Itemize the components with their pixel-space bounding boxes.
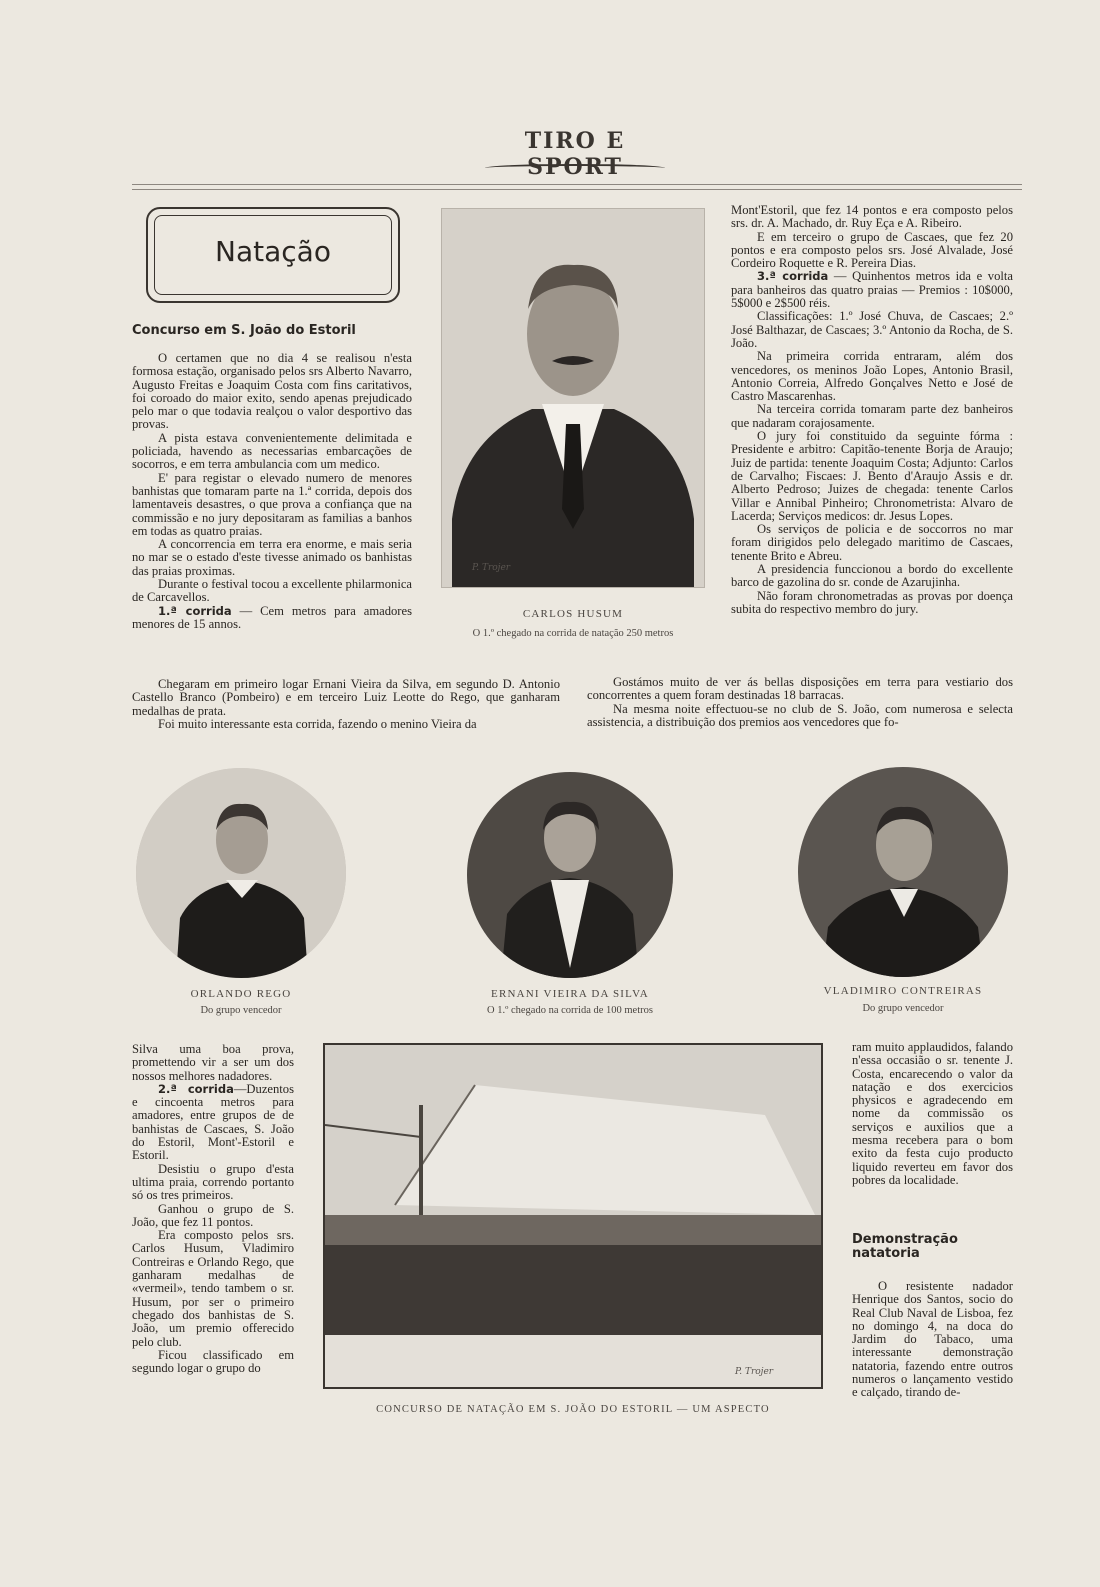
portrait-orlando-rego: [136, 768, 346, 978]
paragraph: O resistente nadador Henrique dos Santos, socio do Real Club Naval de Lisboa, fez no domingo 4, na doca do Jardim do Tabaco, uma interessante demonstração natatoria, fazendo entre outros numeros o lançamento vestido e calçado, tirando de-: [852, 1279, 1013, 1400]
paragraph: Na terceira corrida tomaram parte dez banheiros que nadaram corajosamente.: [731, 402, 1013, 430]
masthead-text: TIRO E SPORT: [524, 128, 626, 180]
paragraph: Gostámos muito de ver ás bellas disposições em terra para vestiario dos concorrentes a quem foram destinadas 18 barracas.: [587, 675, 1013, 703]
caption-subtitle: Do grupo vencedor: [862, 1003, 944, 1014]
crowd-tent-scene-icon: [325, 1045, 821, 1387]
portrait-figure-icon: [442, 209, 704, 587]
portrait-ernani-vieira: [467, 772, 673, 978]
paragraph: O jury foi constituido da seguinte fórma : Presidente e arbitro: Capitão-tenente Borja de Araujo; Juiz de partida: tenente Joaquim Costa; Adjunto: Carlos de Carvalho; Fiscaes: J. Bento d'Araujo Assis e dr. Alberto Pedroso; Juizes de chegada: tenente Carlos Villar e Annibal Pinheiro; Chronometrista: Alvaro de Lacerda; Serviços medicos: dr. Jesus Lopes.: [731, 429, 1013, 523]
paragraph: O certamen que no dia 4 se realisou n'esta formosa estação, organisado pelos srs Alberto Navarro, Augusto Freitas e Joaquim Costa com fins caritativos, foi coroado do maior exito, sendo apenas prejudicado pelo mar o que todavia realçou o valor desportivo das provas.: [132, 351, 412, 432]
caption-subtitle: O 1.º chegado na corrida de 100 metros: [487, 1005, 653, 1016]
paragraph: Os serviços de policia e de soccorros no mar foram dirigidos pelo delegado maritimo de Cascaes, tenente Brito e Abreu.: [731, 522, 1013, 563]
caption-name: ERNANI VIEIRA DA SILVA: [491, 988, 649, 1000]
page-title: Natação: [215, 235, 331, 268]
paragraph: E' para registar o elevado numero de menores banhistas que tomaram parte na 1.ª corrida, depois dos lamentaveis desastres, o que prova a confiança que na commissão e no jury depositaram as familias a banhos em todas as quatro praias.: [132, 470, 412, 538]
portrait-figure-icon: [136, 768, 346, 978]
paragraph: A pista estava convenientemente delimitada e policiada, havendo as necessarias embarcações de socorros, e em terra ambulancia com um medico.: [132, 430, 412, 472]
race-label: 2.ª corrida: [158, 1081, 234, 1096]
caption-name: ORLANDO REGO: [190, 988, 292, 1000]
paragraph: Na primeira corrida entraram, além dos vencedores, os meninos João Lopes, Antonio Brasil, Antonio Correia, Alfredo Gonçalves Netto e José de Castro Mascarenhas.: [731, 349, 1013, 404]
article-heading: Concurso em S. João do Estoril: [132, 323, 356, 338]
paragraph: Silva uma boa prova, promettendo vir a ser um dos nossos melhores nadadores.: [132, 1042, 294, 1083]
paragraph: Ficou classificado em segundo logar o grupo do: [132, 1347, 294, 1376]
article-column-bottom-right-2: [852, 1280, 1013, 1400]
paragraph: Desistiu o grupo d'esta ultima praia, correndo portanto só os tres primeiros.: [132, 1161, 294, 1203]
portrait-vladimiro-contreiras: [798, 767, 1008, 977]
race-text: —Duzentos e cincoenta metros para amadores, entre grupos de de banhistas de Cascaes, S. João do Estoril, Mont'-Estoril e Estoril.: [132, 1081, 294, 1163]
header-rule: [132, 184, 1022, 190]
paragraph: Durante o festival tocou a excellente philarmonica de Carcavellos.: [132, 577, 412, 605]
paragraph: [132, 605, 412, 632]
race-text: — Quinhentos metros ida e volta para banheiros das quatro praias — Premios : 10$000, 5$000 e 2$500 réis.: [731, 269, 1013, 311]
photographer-signature: P. Trojer: [472, 563, 511, 573]
race-text: — Cem metros para amadores menores de 15 annos.: [132, 603, 412, 631]
article-column-bottom-right: [852, 1041, 1013, 1187]
caption-name: VLADIMIRO CONTREIRAS: [823, 985, 983, 997]
paragraph: Foi muito interessante esta corrida, fazendo o menino Vieira da: [158, 716, 477, 731]
paragraph: Ganhou o grupo de S. João, que fez 11 pontos.: [132, 1201, 294, 1229]
race-label: 3.ª corrida: [757, 269, 829, 284]
masthead-scroll-ornament: [485, 164, 665, 172]
article-column-1: [132, 352, 412, 631]
event-scene-photo: [323, 1043, 823, 1389]
section-heading-demonstracao: Demonstração natatoria: [852, 1232, 958, 1261]
paragraph: A concorrencia em terra era enorme, e mais seria no mar se o estado d'este tivesse animado os banhistas das praias proximas.: [132, 537, 412, 578]
paragraph: Na mesma noite effectuou-se no club de S. João, com numerosa e selecta assistencia, a distribuição dos premios aos vencedores que fo-: [587, 701, 1013, 729]
photographer-signature: P. Trojer: [735, 1367, 774, 1377]
paragraph: A presidencia funccionou a bordo do excellente barco de gazolina do sr. conde de Azarujinha.: [731, 562, 1013, 590]
article-wide-right: [587, 676, 1013, 729]
paragraph: E em terceiro o grupo de Cascaes, que fez 20 pontos e era composto pelos srs. José Alvalade, José Cordeiro Roquette e R. Pereira Dias.: [731, 229, 1013, 271]
caption-subtitle: O 1.º chegado na corrida de natação 250 metros: [472, 628, 674, 639]
paragraph: Mont'Estoril, que fez 14 pontos e era composto pelos srs. dr. A. Machado, dr. Ruy Eça e A. Ribeiro.: [731, 203, 1013, 231]
paragraph: [731, 270, 1013, 310]
portrait-figure-icon: [798, 767, 1008, 977]
race-label: 1.ª corrida: [158, 603, 232, 618]
caption-name: CONCURSO DE NATAÇÃO EM S. JOÃO DO ESTORIL — UM ASPECTO: [376, 1404, 770, 1415]
paragraph: Era composto pelos srs. Carlos Husum, Vladimiro Contreiras e Orlando Rego, que ganharam medalhas de «vermeil», tendo tambem o sr. Husum, por ser o primeiro chegado dos banhistas de S. João, um premio offerecido pelo club.: [132, 1228, 294, 1349]
masthead-logo: [485, 128, 665, 178]
portrait-carlos-husum: [441, 208, 705, 588]
article-column-3: [731, 204, 1013, 616]
paragraph: Chegaram em primeiro logar Ernani Vieira da Silva, em segundo D. Antonio Castello Branco (Pombeiro) e em terceiro Luiz Leotte do Rego, que ganharam medalhas de prata.: [132, 677, 560, 718]
paragraph: [132, 1083, 294, 1163]
caption-name: CARLOS HUSUM: [522, 608, 624, 620]
paragraph: Classificações: 1.º José Chuva, de Cascaes; 2.º José Balthazar, de Cascaes; 3.º Antonio da Rocha, de S. João.: [731, 309, 1013, 350]
caption-subtitle: Do grupo vencedor: [200, 1005, 282, 1016]
article-column-bottom-left: [132, 1043, 294, 1375]
article-wide-left: [132, 678, 560, 731]
portrait-figure-icon: [467, 772, 673, 978]
section-title-box: [146, 207, 400, 303]
paragraph: Não foram chronometradas as provas por doença subita do respectivo membro do jury.: [731, 588, 1013, 616]
paragraph: ram muito applaudidos, falando n'essa occasião o sr. tenente J. Costa, encarecendo o valor da natação e dos exercicios physicos e agradecendo em nome da commissão os serviços e auxilios que a mesma recebera para o bom exito da festa cujo producto liquido reverteu em favor dos pobres da localidade.: [852, 1040, 1013, 1187]
